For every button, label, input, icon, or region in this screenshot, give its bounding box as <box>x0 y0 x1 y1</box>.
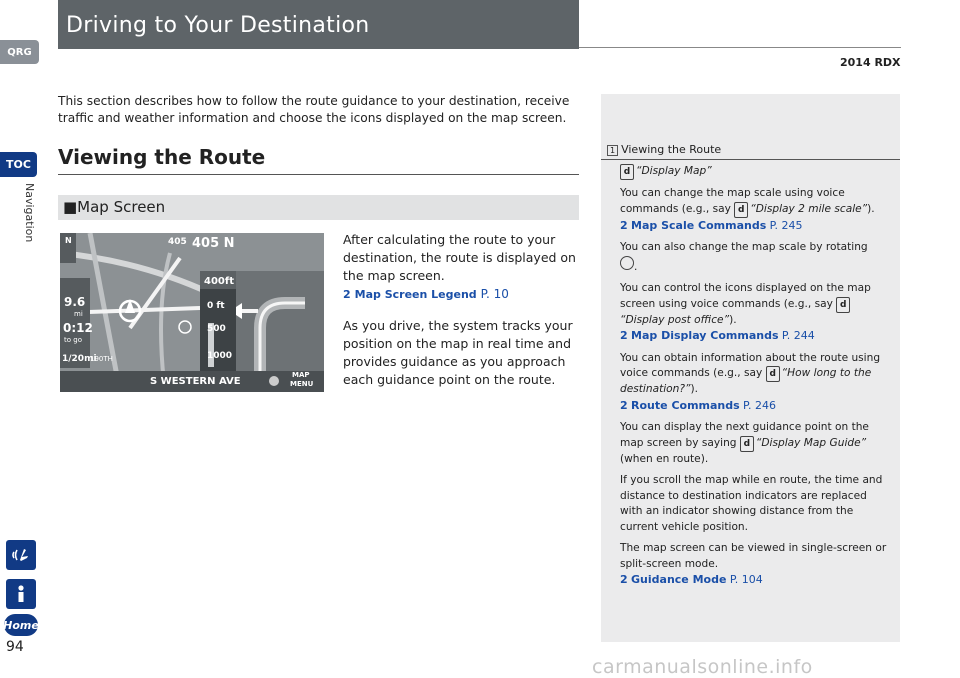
link-arrow-icon: 2 <box>620 218 628 232</box>
body-paragraph-1-text: After calculating the route to your destination, the route is displayed on the map screen. <box>343 232 576 283</box>
sidebar-p5: You can display the next guidance point on the map screen by saying <box>620 421 869 449</box>
cmd-display-post-office: “Display post office” <box>620 313 730 326</box>
link-arrow-icon: 2 <box>343 288 351 301</box>
talk-button-icon: d <box>740 436 754 452</box>
sidebar-content <box>620 164 890 595</box>
map-scale-commands-page[interactable]: P. 245 <box>769 218 803 232</box>
sidebar-p4-end: ). <box>690 383 698 395</box>
map-time-label: to go <box>64 336 82 344</box>
section-divider <box>58 174 579 175</box>
cmd-display-scale: “Display 2 mile scale” <box>750 202 868 215</box>
body-paragraph-1 <box>343 231 583 304</box>
map-compass: N <box>65 236 72 245</box>
sidebar-heading-number: 1 <box>607 145 618 156</box>
voice-command-icon <box>10 544 32 566</box>
sidebar-heading <box>607 143 721 156</box>
map-distance-value: 9.6 <box>64 295 86 309</box>
map-screen-legend-link[interactable]: Map Screen Legend <box>354 288 477 301</box>
cmd-display-map-guide: “Display Map Guide” <box>755 436 867 449</box>
map-route-shield: 405 <box>168 237 187 247</box>
section-heading: Viewing the Route <box>58 145 266 169</box>
sidebar-p7: The map screen can be viewed in single-screen or split-screen mode. <box>620 542 887 570</box>
guidance-mode-page[interactable]: P. 104 <box>729 573 763 586</box>
link-arrow-icon: 2 <box>620 573 628 586</box>
sidebar-p2-end: . <box>634 260 638 273</box>
map-street-name: S WESTERN AVE <box>150 376 241 387</box>
map-screen-legend-page[interactable]: P. 10 <box>480 287 509 301</box>
map-scale-label: 1/20mi <box>62 354 97 364</box>
guide-distance-0: 0 ft <box>207 301 225 311</box>
watermark: carmanualsonline.info <box>592 656 813 678</box>
cmd-display-map: “Display Map” <box>636 165 712 177</box>
route-commands-page[interactable]: P. 246 <box>743 398 776 412</box>
info-icon <box>10 583 32 605</box>
page-number: 94 <box>6 639 24 655</box>
guidance-mode-link[interactable]: Guidance Mode <box>631 573 727 586</box>
sidebar-heading-text: Viewing the Route <box>621 143 722 156</box>
sidebar-p1: You can change the map scale using voice commands (e.g., say <box>620 187 845 215</box>
guide-distance-1000: 1000 <box>207 351 233 361</box>
map-menu-label-1: MAP <box>292 371 310 379</box>
route-commands-link[interactable]: Route Commands <box>631 398 740 412</box>
map-display-commands-link[interactable]: Map Display Commands <box>631 329 779 342</box>
sidebar-p3: You can control the icons displayed on the map screen using voice commands (e.g., say <box>620 282 871 310</box>
sidebar-heading-divider <box>601 159 900 160</box>
map-display-commands-page[interactable]: P. 244 <box>781 329 815 342</box>
map-side-street: 190TH <box>90 355 113 363</box>
home-button[interactable]: Home <box>4 614 38 636</box>
map-route-name: 405 N <box>192 236 235 251</box>
index-button[interactable] <box>6 579 36 609</box>
page-title: Driving to Your Destination <box>66 13 370 38</box>
map-menu-label-2: MENU <box>290 380 314 388</box>
interface-dial-icon <box>620 256 634 270</box>
map-scale-commands-link[interactable]: Map Scale Commands <box>631 218 767 232</box>
intro-paragraph: This section describes how to follow the route guidance to your destination, receive traffic and weather information and choose the icons displayed on the map screen. <box>58 94 570 125</box>
sidebar-p6: If you scroll the map while en route, the time and distance to destination indicators are replaced with an indicator showing distance from the current vehicle position. <box>620 474 883 533</box>
toc-tab[interactable]: TOC <box>0 152 37 177</box>
subsection-heading: ■Map Screen <box>63 198 166 216</box>
talk-button-icon: d <box>766 366 780 382</box>
link-arrow-icon: 2 <box>620 329 628 342</box>
sidebar-p2: You can also change the map scale by rotating <box>620 241 868 253</box>
voice-index-button[interactable] <box>6 540 36 570</box>
link-arrow-icon: 2 <box>620 398 628 412</box>
talk-button-icon: d <box>836 297 850 313</box>
talk-button-icon: d <box>734 202 748 218</box>
talk-button-icon: d <box>620 164 634 180</box>
body-paragraph-2: As you drive, the system tracks your position on the map in real time and provides guidance as you approach each guidance point on the route. <box>343 318 573 387</box>
cmd-how-long: “How long to the destination?” <box>620 367 872 395</box>
section-label-navigation: Navigation <box>23 183 36 243</box>
map-screen-image <box>60 233 324 392</box>
sidebar-p3-end: ). <box>729 313 737 326</box>
model-label: 2014 RDX <box>840 56 901 69</box>
sidebar-p1-end: ). <box>867 202 875 215</box>
sidebar-p4: You can obtain information about the route using voice commands (e.g., say <box>620 351 881 379</box>
qrg-tab[interactable]: QRG <box>0 40 39 64</box>
map-time-value: 0:12 <box>63 321 93 335</box>
map-distance-unit: mi <box>74 310 83 318</box>
guide-distance-top: 400ft <box>204 276 235 287</box>
guide-distance-500: 500 <box>207 324 226 334</box>
sidebar-p5-end: (when en route). <box>620 452 709 465</box>
header-divider <box>579 47 901 48</box>
